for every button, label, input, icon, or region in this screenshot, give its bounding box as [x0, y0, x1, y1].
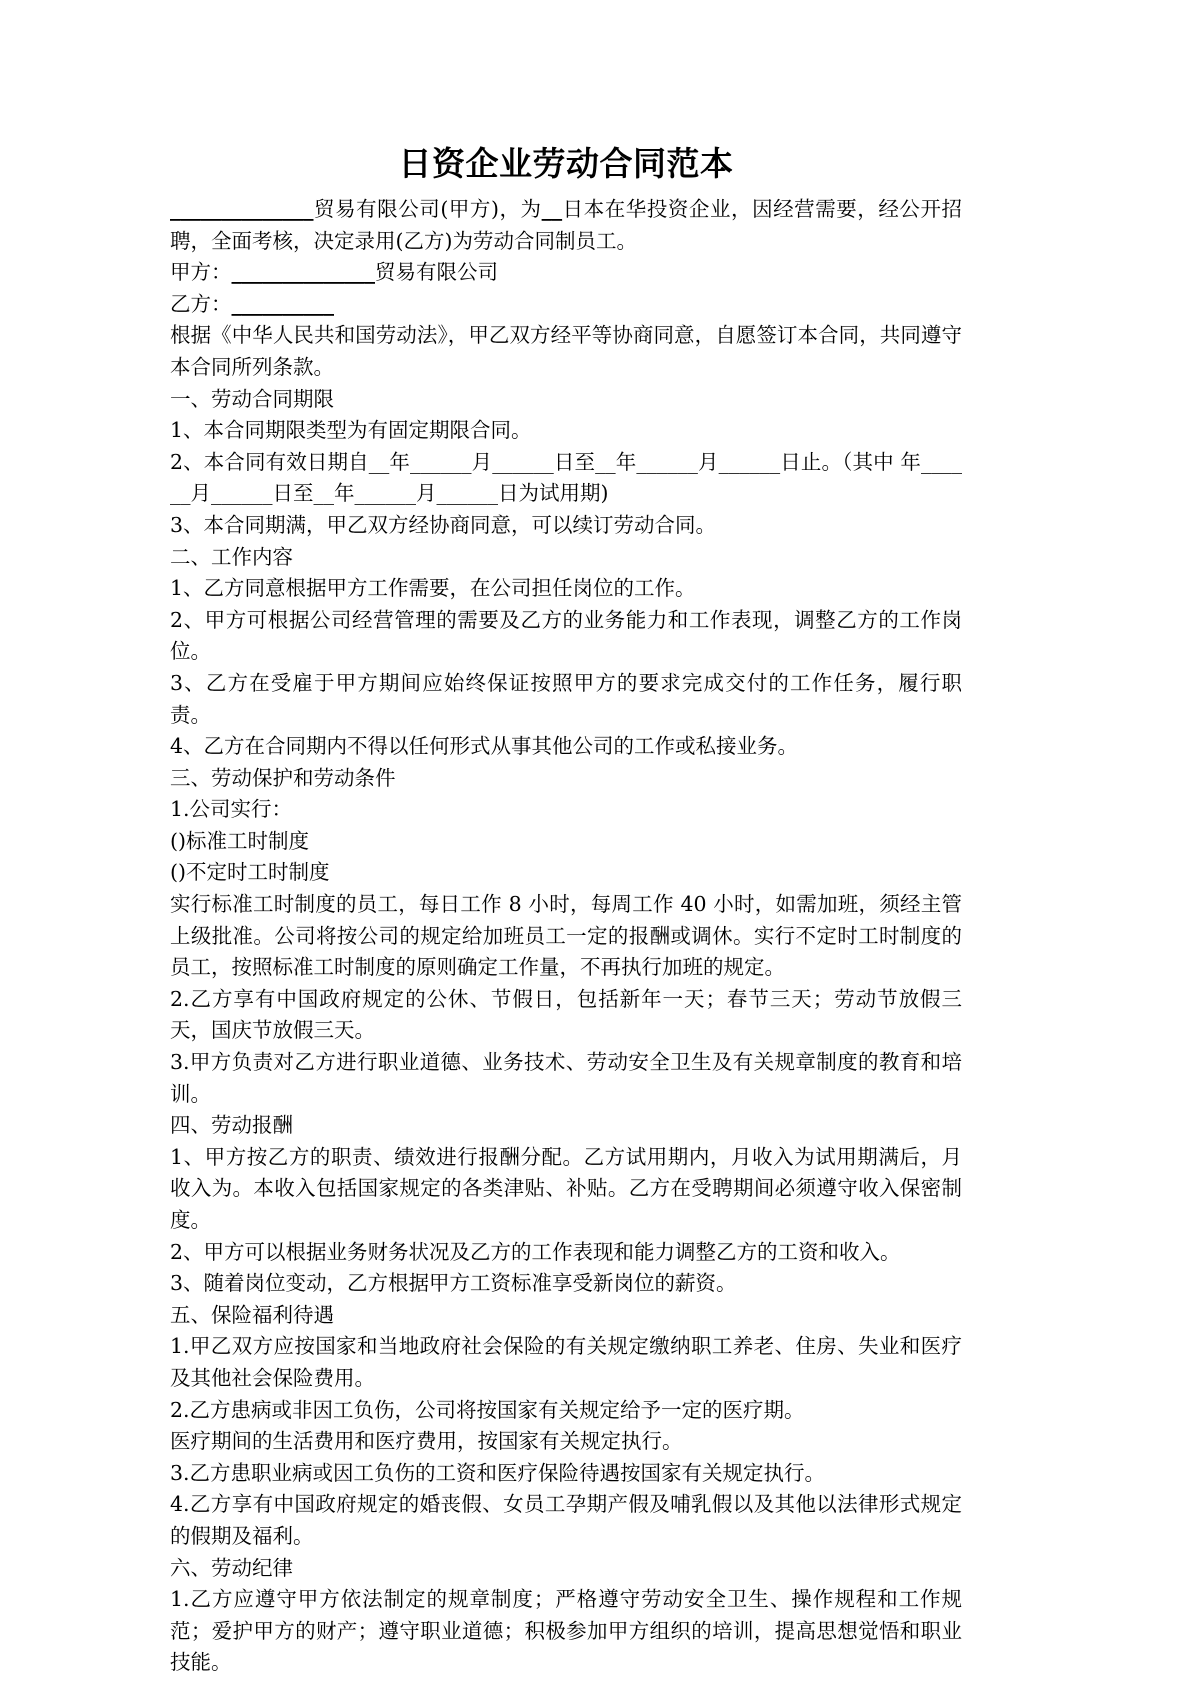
page-title: 日资企业劳动合同范本	[398, 144, 734, 183]
section-heading-4: 四、劳动报酬	[170, 1113, 293, 1138]
section-item: 2、本合同有效日期自__年______月______日至__年______月______日止。（其中 年______月______日至__年______月______日为试用期)	[170, 449, 962, 506]
intro-text-b: 日本在华投资企业，因经营需要，经公开招聘，全面考核，决定录用(乙方)为劳动合同制员工。	[170, 197, 962, 253]
section-item: 实行标准工时制度的员工，每日工作 8 小时，每周工作 40 小时，如需加班，须经主管上级批准。公司将按公司的规定给加班员工一定的报酬或调休。实行不定时工时制度的员工，按照标准工时制度的原则确定工作量，不再执行加班的规定。	[170, 892, 962, 980]
checkbox-option-flexible-hours[interactable]: ()不定时工时制度	[170, 860, 330, 885]
intro-paragraph	[170, 194, 962, 257]
party-a-line	[170, 257, 962, 289]
section-item: 2.乙方患病或非因工负伤，公司将按国家有关规定给予一定的医疗期。	[170, 1397, 805, 1422]
section-item: 1、本合同期限类型为有固定期限合同。	[170, 418, 532, 443]
section-item: 2、甲方可根据公司经营管理的需要及乙方的业务能力和工作表现，调整乙方的工作岗位。	[170, 607, 962, 664]
preamble-paragraph: 根据《中华人民共和国劳动法》，甲乙双方经平等协商同意，自愿签订本合同，共同遵守本合同所列条款。	[170, 323, 962, 379]
section-item: 2.乙方享有中国政府规定的公休、节假日，包括新年一天；春节三天；劳动节放假三天，国庆节放假三天。	[170, 986, 962, 1043]
section-item: 1、甲方按乙方的职责、绩效进行报酬分配。乙方试用期内，月收入为试用期满后，月收入为。本收入包括国家规定的各类津贴、补贴。乙方在受聘期间必须遵守收入保密制度。	[170, 1144, 962, 1232]
section-item: 3、随着岗位变动，乙方根据甲方工资标准享受新岗位的薪资。	[170, 1271, 737, 1296]
section-item: 4、乙方在合同期内不得以任何形式从事其他公司的工作或私接业务。	[170, 734, 799, 759]
document-content	[170, 140, 962, 1679]
party-a-blank: ______________	[231, 260, 375, 285]
party-b-blank: __________	[231, 291, 334, 316]
section-item: 3.乙方患职业病或因工负伤的工资和医疗保险待遇按国家有关规定执行。	[170, 1460, 826, 1485]
section-item: 1、乙方同意根据甲方工作需要，在公司担任岗位的工作。	[170, 576, 696, 601]
section-item: 1.公司实行：	[170, 797, 293, 822]
party-b-label: 乙方：	[170, 291, 232, 316]
section-item: 医疗期间的生活费用和医疗费用，按国家有关规定执行。	[170, 1429, 683, 1454]
intro-lead-blank: ______________	[170, 197, 314, 221]
section-heading-2: 二、工作内容	[170, 544, 293, 569]
section-item: 3.甲方负责对乙方进行职业道德、业务技术、劳动安全卫生及有关规章制度的教育和培训。	[170, 1050, 962, 1106]
section-heading-6: 六、劳动纪律	[170, 1555, 293, 1580]
party-a-label: 甲方：	[170, 260, 232, 285]
section-item: 3、本合同期满，甲乙双方经协商同意，可以续订劳动合同。	[170, 512, 717, 537]
party-a-suffix: 贸易有限公司	[375, 260, 498, 285]
intro-inline-blank: __	[541, 197, 563, 221]
section-heading-1: 一、劳动合同期限	[170, 386, 334, 411]
intro-text-a: 贸易有限公司(甲方)，为	[313, 197, 542, 221]
section-heading-5: 五、保险福利待遇	[170, 1302, 334, 1327]
section-item: 3、乙方在受雇于甲方期间应始终保证按照甲方的要求完成交付的工作任务，履行职责。	[170, 670, 962, 727]
section-item: 4.乙方享有中国政府规定的婚丧假、女员工孕期产假及哺乳假以及其他以法律形式规定的假期及福利。	[170, 1492, 962, 1548]
party-b-line	[170, 289, 962, 321]
section-heading-3: 三、劳动保护和劳动条件	[170, 765, 396, 790]
section-item: 1.甲乙双方应按国家和当地政府社会保险的有关规定缴纳职工养老、住房、失业和医疗及其他社会保险费用。	[170, 1334, 962, 1390]
section-item: 2、甲方可以根据业务财务状况及乙方的工作表现和能力调整乙方的工资和收入。	[170, 1239, 901, 1264]
checkbox-option-standard-hours[interactable]: ()标准工时制度	[170, 828, 309, 853]
section-item: 1.乙方应遵守甲方依法制定的规章制度；严格遵守劳动安全卫生、操作规程和工作规范；爱护甲方的财产；遵守职业道德；积极参加甲方组织的培训，提高思想觉悟和职业技能。	[170, 1587, 962, 1675]
